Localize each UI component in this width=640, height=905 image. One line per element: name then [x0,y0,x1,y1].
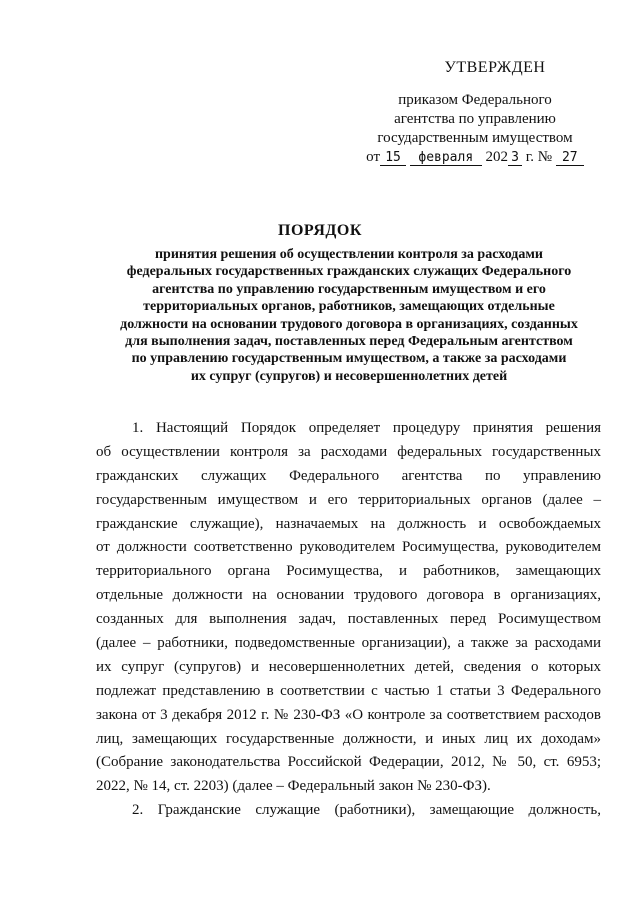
subtitle-line: должности на основании трудового договора в организациях, созданных [120,316,578,332]
approval-heading: УТВЕРЖДЕН [444,59,546,76]
number-sign: № [537,149,553,165]
body-line: гражданские служащие), назначаемых на должность и освобождаемых [96,515,601,532]
body-line: отдельные должности на основании трудового договора в организациях, [96,587,601,604]
approval-line: приказом Федерального [398,92,552,108]
body-line: (далее – работники, подведомственные организации), а также за расходами [96,635,601,652]
subtitle-line: их супруг (супругов) и несовершеннолетних детей [190,368,508,384]
body-line: созданных для выполнения задач, поставленных перед Росимуществом [96,611,601,628]
approval-block [360,58,590,167]
year-unit: г. [525,149,534,165]
date-prefix: от [366,149,381,165]
handwritten-day: 15 [380,151,406,166]
body-line: подлежат представлению в соответствии с частью 1 статьи 3 Федерального [96,682,601,699]
body-line: лиц, замещающих государственные должности, и иных лиц их доходам» [96,730,601,747]
body-line: 2022, № 14, ст. 2203) (далее – Федеральный закон № 230-ФЗ). [96,778,491,795]
handwritten-number: 27 [556,151,584,166]
approval-date-line [360,148,590,167]
document-title: ПОРЯДОК [278,222,362,239]
document-body [96,417,601,823]
body-line: их супруг (супругов) и несовершеннолетних детей, сведения о которых [96,658,601,675]
subtitle-line: принятия решения об осуществлении контроля за расходами [154,247,543,262]
body-line: 2. Гражданские служащие (работники), замещающие должность, [132,802,601,819]
handwritten-month: февраля [410,151,482,166]
year-prefix: 202 [485,149,509,165]
body-line: об осуществлении контроля за расходами федеральных государственных [96,443,601,460]
body-line: 1. Настоящий Порядок определяет процедуру принятия решения [132,420,601,436]
handwritten-year: 3 [508,151,522,166]
subtitle-line: территориальных органов, работников, замещающих отдельные [143,299,555,315]
body-line: закона от 3 декабря 2012 г. № 230-ФЗ «О контроле за соответствием расходов [96,706,601,723]
approval-line: агентства по управлению [394,111,556,127]
approval-line: государственным имуществом [377,130,573,146]
subtitle-line: по управлению государственным имуществом, а также за расходами [131,351,567,367]
body-line: (Собрание законодательства Российской Федерации, 2012, № 50, ст. 6953; [96,754,601,771]
document-subtitle [96,246,602,385]
body-line: от должности соответственно руководителем Росимущества, руководителем [96,539,601,556]
body-line: государственным имуществом и его территориальных органов (далее – [96,491,601,508]
subtitle-line: федеральных государственных гражданских служащих Федерального [126,264,572,280]
subtitle-line: для выполнения задач, поставленных перед Федеральным агентством [125,334,573,350]
body-line: территориального органа Росимущества, и работников, замещающих [96,563,601,580]
subtitle-line: агентства по управлению государственным имуществом и его [152,281,546,297]
body-line: гражданских служащих Федерального агентства по управлению [96,467,601,484]
